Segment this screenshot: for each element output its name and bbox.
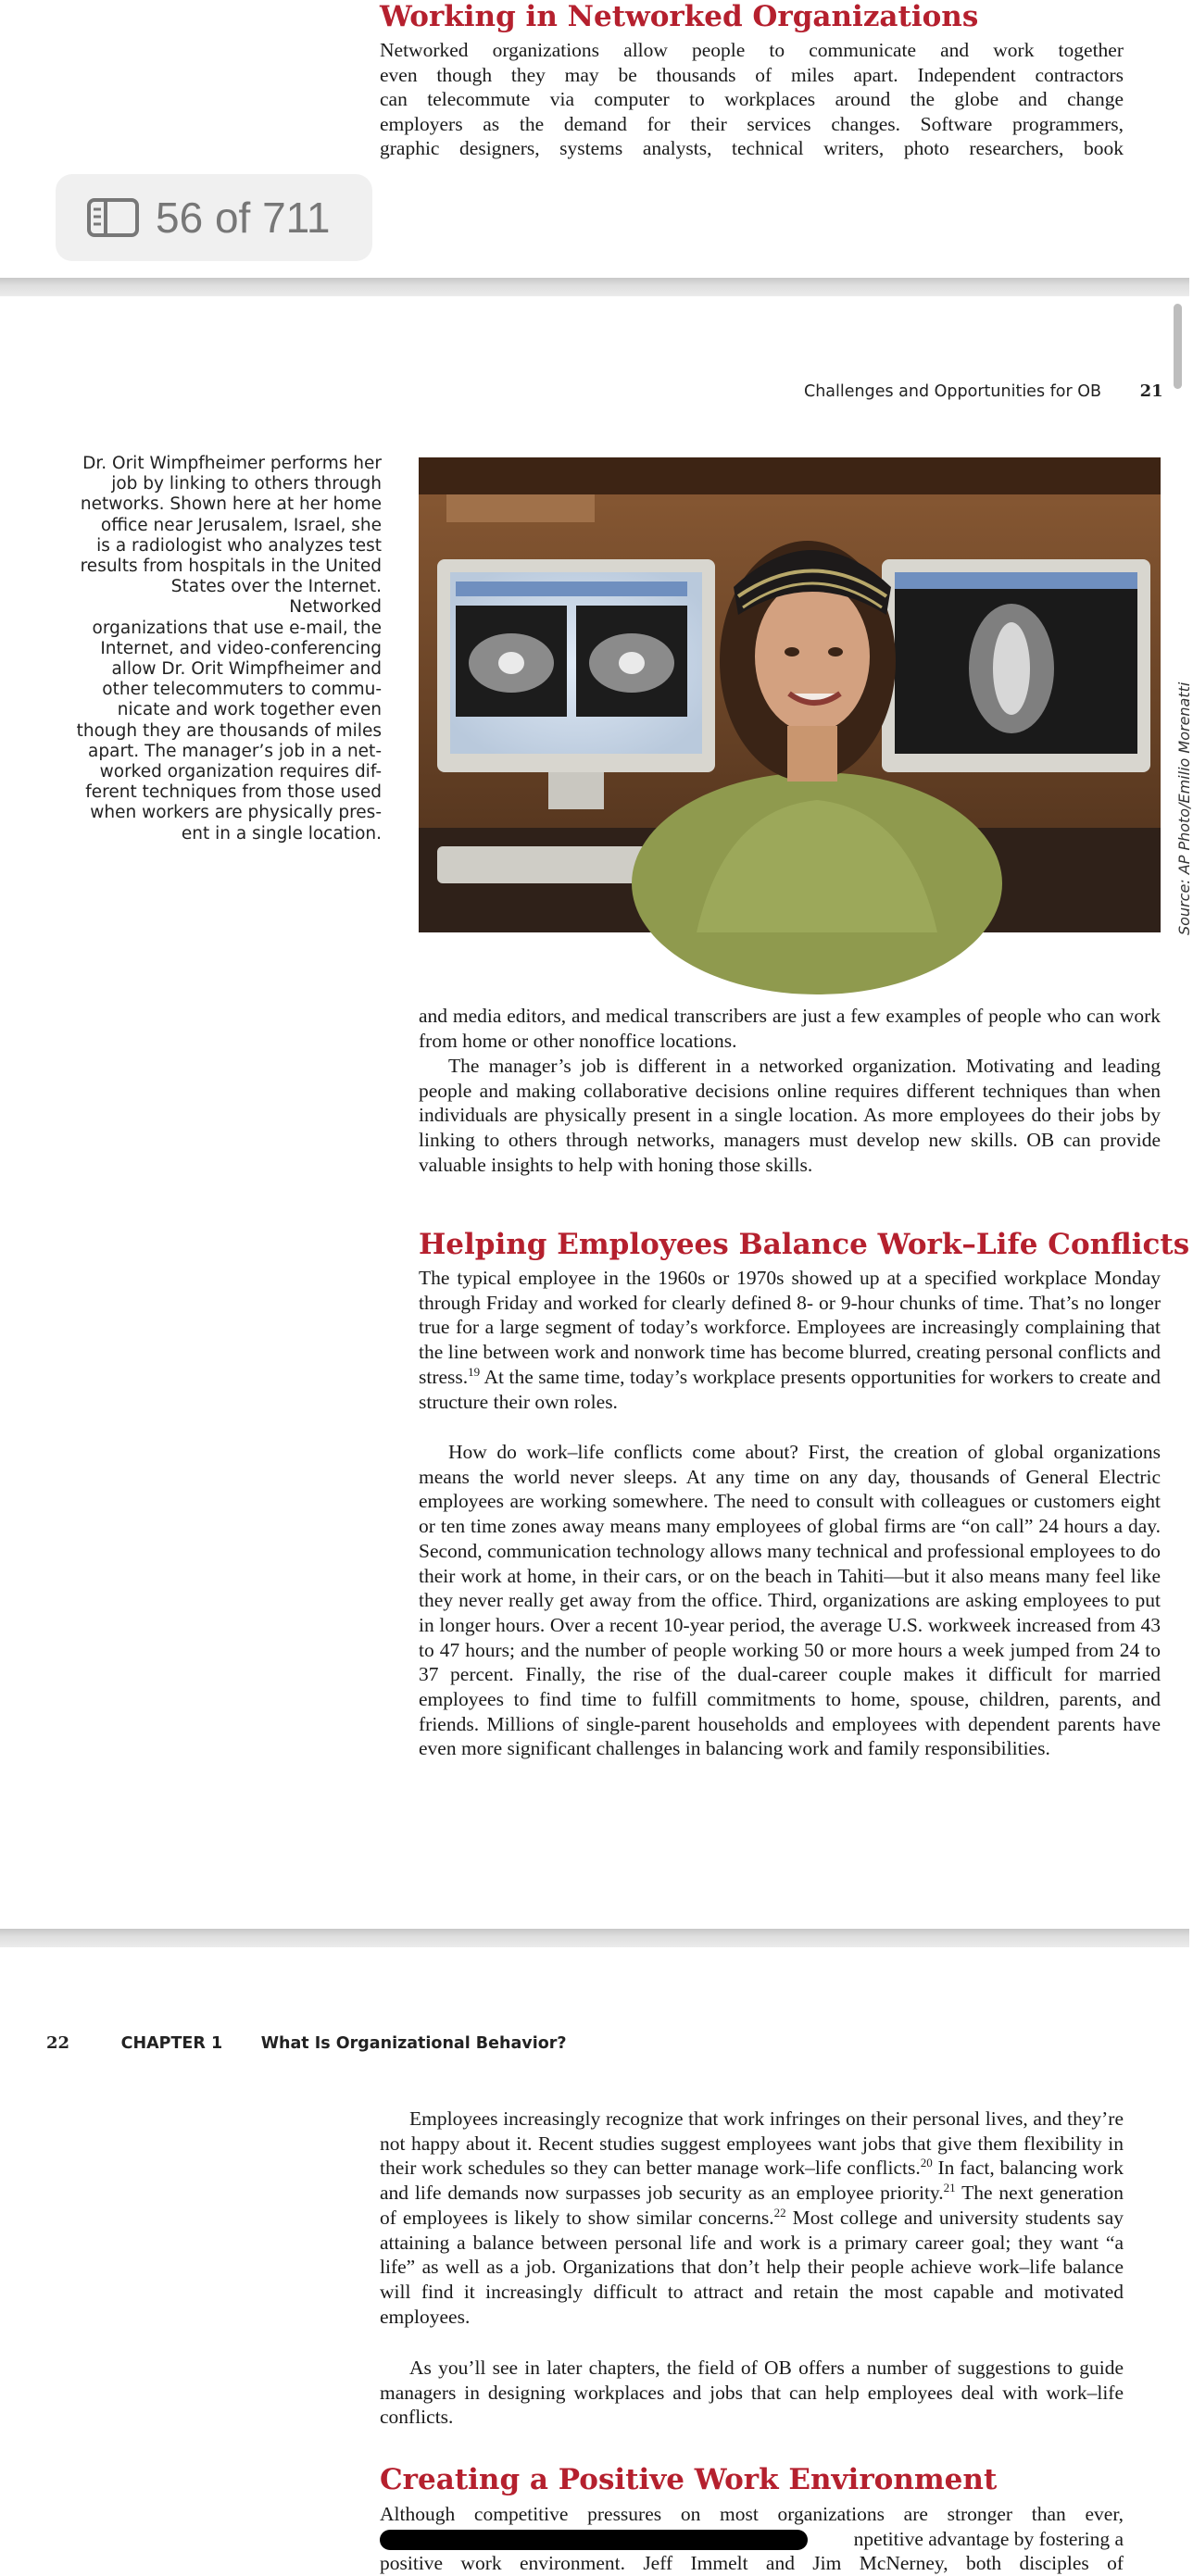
caption-line: States over the Internet. Networked — [170, 577, 382, 618]
caption-line: Dr. Orit Wimpfheimer performs her — [82, 454, 382, 473]
footnote-ref[interactable]: 21 — [943, 2180, 956, 2195]
footnote-ref[interactable]: 22 — [773, 2205, 786, 2220]
caption-line: worked organization requires dif- — [99, 762, 382, 782]
footnote-ref[interactable]: 19 — [468, 1364, 481, 1379]
book-toc-icon — [87, 198, 139, 237]
page-indicator-button[interactable] — [56, 174, 372, 261]
text-run: Employees increasingly recognize that work infringes on their personal lives, and they’re not happy about it. Recent studies suggest employees want jobs that give them flexibility in their work schedules so they can better manage work–life conflicts. — [380, 2107, 1124, 2180]
text-line: positive work environment. Jeff Immelt and Jim McNerney, both disciples of — [380, 2552, 1124, 2575]
work-life-paragraph-2: How do work–life conflicts come about? First, the creation of global organizations means the world never sleeps. At any time on any day, thousands of General Electric employees are working somewhere. The need to consult with colleagues or customers eight or ten time zones away means many employees of global firms are “on call” 24 hours a day. Second, communication technology allows many technical and professional employees to do their work at home, in their cars, or on the beach in Tahiti—but it also means many feel like they never really get away from the office. Third, organizations are asking employees to put in longer hours. Over a recent 10-year period, the average U.S. workweek increased from 43 to 47 hours; and the number of people working 50 or more hours a week jumped from 24 to 37 percent. Finally, the rise of the dual-career couple makes it difficult for married employees to find time to fulfill commitments to home, spouse, children, parents, and friends. Millions of single-parent households and employees with dependent parents have even more significant challenges in balancing work and family responsibilities. — [419, 1441, 1161, 1760]
text-line: Although competitive pressures on most organizations are stronger than ever, — [380, 2503, 1124, 2525]
footnote-ref[interactable]: 20 — [920, 2156, 933, 2170]
page-separator — [0, 1929, 1189, 1947]
page-indicator-label: 56 of 711 — [156, 194, 331, 242]
caption-line: though they are thousands of miles — [76, 720, 382, 741]
text-run: Most college and university students say attaining a balance between personal life and work is a primary career goal; they want “a life” as well as a job. Organizations that don’t help their people achieve work–life balance will find it increasingly difficult to attract and retain the most capable and motivated employees. — [380, 2206, 1124, 2328]
caption-line: job by linking to others through — [111, 474, 382, 494]
caption-line: is a radiologist who analyzes test — [96, 535, 382, 556]
text-run: In fact, balancing work and life demands now surpasses job security as an employee priority. — [380, 2157, 1124, 2205]
section-heading-work-life-conflicts: Helping Employees Balance Work–Life Conflicts — [419, 1228, 1190, 1261]
running-head — [46, 2033, 567, 2053]
section-heading-networked-organizations: Working in Networked Organizations — [380, 0, 979, 33]
text-line: employers as the demand for their services changes. Software programmers, — [380, 112, 1124, 135]
caption-line: other telecommuters to commu- — [102, 680, 382, 700]
caption-line: office near Jerusalem, Israel, she — [100, 515, 382, 535]
work-life-paragraph-1 — [419, 1266, 1161, 1414]
photo-credit: Source: AP Photo/Emilio Morenatti — [1175, 682, 1193, 935]
employees-recognize-paragraph — [380, 2107, 1124, 2329]
page-number: 22 — [46, 2033, 70, 2053]
page-separator — [0, 278, 1189, 296]
caption-line: Internet, and video-conferencing — [100, 638, 382, 658]
section-heading-positive-work-environment: Creating a Positive Work Environment — [380, 2463, 998, 2496]
caption-line: ferent techniques from those used — [85, 782, 382, 803]
radiologist-photo — [419, 457, 1161, 932]
networked-organizations-paragraph — [380, 38, 1124, 161]
caption-line: when workers are physically pres- — [90, 803, 382, 823]
running-head-title: Challenges and Opportunities for OB — [804, 382, 1102, 401]
photo-illustration — [419, 457, 1161, 932]
caption-line: ent in a single location. — [181, 823, 382, 844]
chapter-title: What Is Organizational Behavior? — [260, 2034, 567, 2053]
text-line: npetitive advantage by fostering a — [853, 2527, 1124, 2550]
text-line: Networked organizations allow people to communicate and work together — [380, 39, 1124, 61]
text-line: even though they may be thousands of miles apart. Independent contractors — [380, 63, 1124, 86]
text-line: graphic designers, systems analysts, technical writers, photo researchers, book — [380, 137, 1124, 159]
photo-caption — [74, 454, 382, 844]
text-run: At the same time, today’s workplace presents opportunities for workers to create and structure their own roles. — [419, 1365, 1161, 1413]
networked-managers-paragraph: The manager’s job is different in a networked organization. Motivating and leading people and making collaborative decisions online requires different techniques than when individuals are physically present in a single location. As more employees do their jobs by linking to others through networks, managers must develop new skills. OB can provide valuable insights to help with honing those skills. — [419, 1055, 1161, 1176]
ob-suggestions-paragraph: As you’ll see in later chapters, the field of OB offers a number of suggestions to guide managers in designing workplaces and jobs that can help employees deal with work–life conflicts. — [380, 2357, 1124, 2429]
caption-line: apart. The manager’s job in a net- — [88, 741, 382, 761]
caption-line: results from hospitals in the United — [80, 556, 382, 577]
scrollbar-thumb[interactable] — [1174, 304, 1182, 389]
redaction-bar — [380, 2530, 808, 2550]
text-run: The typical employee in the 1960s or 1970s showed up at a specified workplace Monday through Friday and worked for clearly defined 8- or 9-hour chunks of time. That’s no longer true for a large segment of today’s workforce. Employees are increasingly complaining that the line between work and nonwork time has become blurred, creating personal conflicts and stress. — [419, 1267, 1161, 1388]
text-run: The next generation of employees is likely to show similar concerns. — [380, 2182, 1124, 2229]
text-line: can telecommute via computer to workplaces around the globe and change — [380, 88, 1124, 110]
chapter-label: CHAPTER 1 — [120, 2034, 223, 2053]
caption-line: networks. Shown here at her home — [80, 494, 382, 515]
page-number: 21 — [1139, 381, 1163, 401]
running-head — [804, 381, 1163, 401]
continuation-paragraph: and media editors, and medical transcribers are just a few examples of people who can work from home or other nonoffice locations. — [419, 1005, 1161, 1052]
caption-line: allow Dr. Orit Wimpfheimer and — [111, 659, 382, 680]
caption-line: organizations that use e-mail, the — [92, 618, 382, 638]
caption-line: nicate and work together even — [117, 700, 382, 720]
